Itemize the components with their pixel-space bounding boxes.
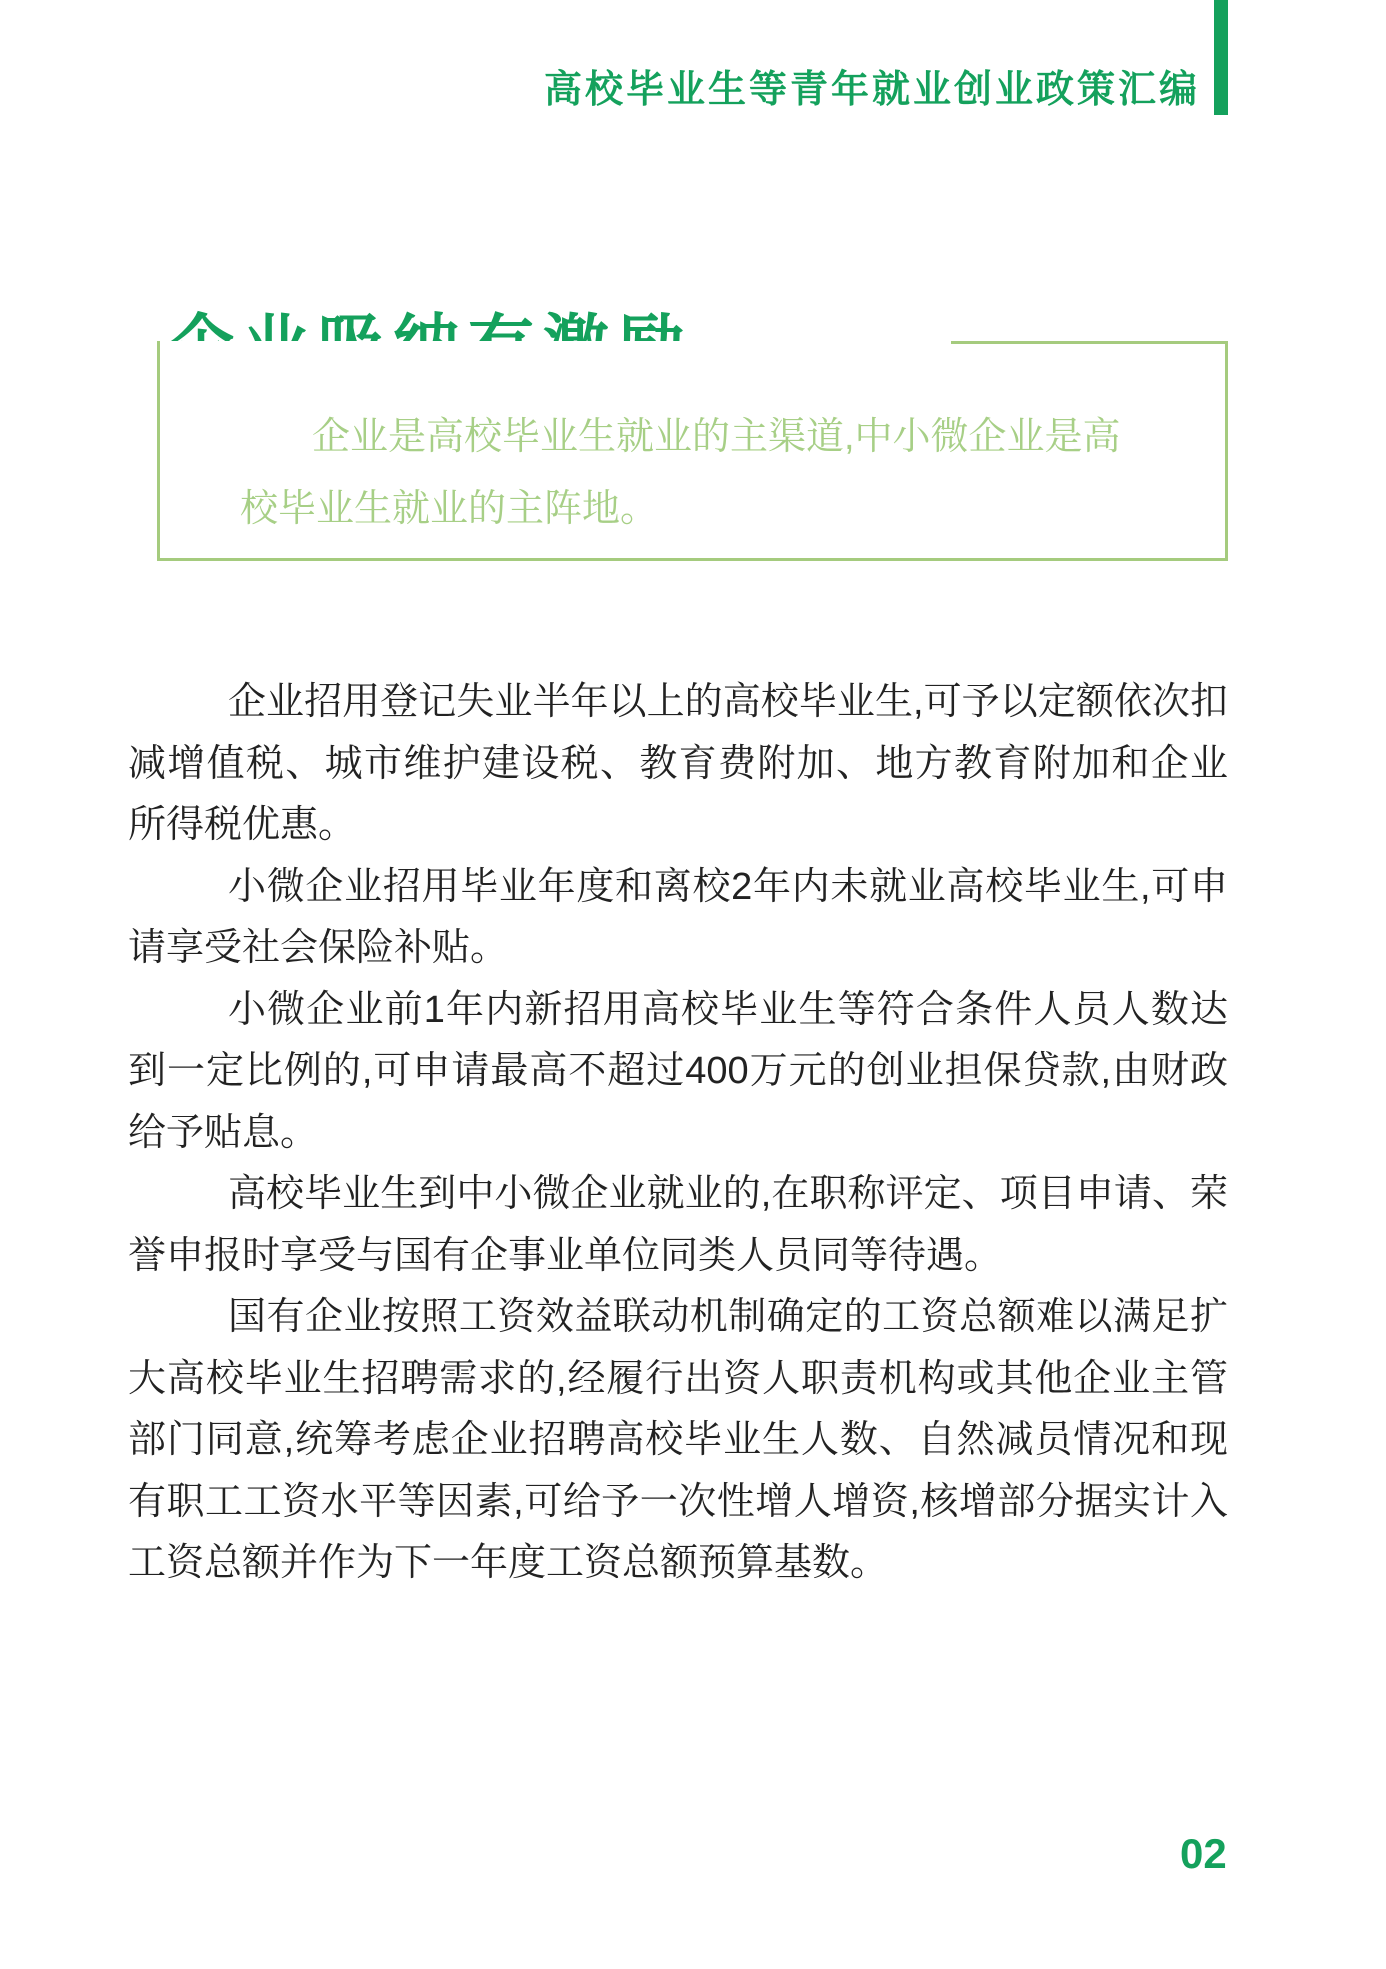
quote-box (157, 341, 1228, 561)
paragraph-state-owned-enterprise-wage: 国有企业按照工资效益联动机制确定的工资总额难以满足扩大高校毕业生招聘需求的,经履行出资人职责机构或其他企业主管部门同意,统筹考虑企业招聘高校毕业生人数、自然减员情况和现有职工工资水平等因素,可给予一次性增人增资,核增部分据实计入工资总额并作为下一年度工资总额预算基数。 (128, 1296, 1228, 1584)
body-text (128, 672, 1228, 1595)
page-number: 02 (1180, 1830, 1227, 1877)
paragraph-social-insurance-subsidy: 小微企业招用毕业年度和离校2年内未就业高校毕业生,可申请享受社会保险补贴。 (128, 865, 1228, 969)
header-accent-bar (1214, 0, 1228, 115)
quote-line-2: 校毕业生就业的主阵地。 (240, 488, 659, 530)
running-header-title: 高校毕业生等青年就业创业政策汇编 (543, 69, 1200, 111)
quote-line-1: 企业是高校毕业生就业的主渠道,中小微企业是高 (312, 416, 1121, 458)
paragraph-tax-reduction: 企业招用登记失业半年以上的高校毕业生,可予以定额依次扣减增值税、城市维护建设税、教育费附加、地方教育附加和企业所得税优惠。 (128, 681, 1228, 846)
paragraph-guaranteed-loan: 小微企业前1年内新招用高校毕业生等符合条件人员人数达到一定比例的,可申请最高不超过400万元的创业担保贷款,由财政给予贴息。 (128, 988, 1228, 1154)
quote-text (160, 341, 1225, 545)
paragraph-equal-treatment: 高校毕业生到中小微企业就业的,在职称评定、项目申请、荣誉申报时享受与国有企事业单位同类人员同等待遇。 (128, 1173, 1228, 1277)
